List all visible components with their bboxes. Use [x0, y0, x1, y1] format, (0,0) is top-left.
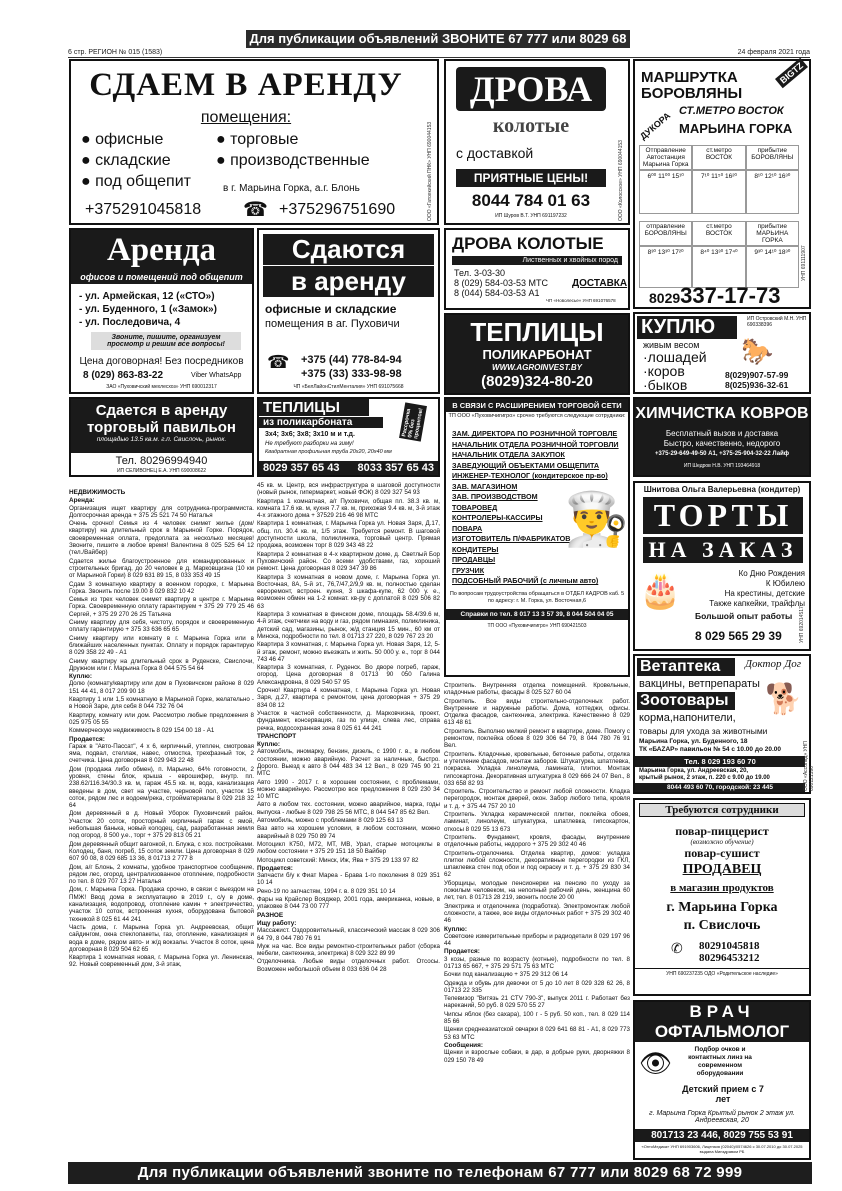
phone-icon: ☎ — [267, 352, 290, 372]
ad-greenhouse2-sizes: 3х4; 3х6; 3х8; 3х10 м и т.д. — [265, 431, 355, 438]
ad-ophthalmologist — [633, 1000, 811, 1160]
schedule-cell: 8³⁰ 13³⁰ 17²⁰ — [639, 246, 692, 288]
ad-pavilion — [69, 397, 254, 477]
classified-item: Строитель. Выполню мелкий ремонт в квартире, доме. Помогу с ремонтом, поклейка обоев 8 029 306 64 79, 8 044 780 76 91 Вел. — [444, 727, 630, 750]
ad-minibus-title1: МАРШРУТКА — [641, 69, 738, 86]
classified-item: Квартиру 1 или 1,5 комнатную в Марьиной Горке, желательно - в Новой Заре, для себя 8 044 732 76 04 — [69, 696, 254, 711]
classified-item: Часть дома, г. Марьина Горка ул. Андреевская, общит сайдингом, окна стеклопакеты, газ, отопление, канализация и вода в доме, рядом авто- и ж/д вокзалы. Участок 8 соток, цена договорная 8 029 504 62 65 — [69, 923, 254, 953]
classified-item: Квартира 1 комнатная, а/г Пуховичи, общая пл. 38.3 кв. м, комната 17.6 кв. м, кухня 7.7 кв. м, прихожая 9.4 кв. м, 3-й этаж 4-х этажного дома + 37529 216 46 98 МТС — [257, 497, 440, 520]
contact-line: 8 (029) 584-03-53 МТС — [454, 278, 549, 288]
ad-vet-sub2: корма,напонители, — [639, 712, 736, 724]
ad-minibus-ribbon: ДУКОРА — [638, 110, 673, 142]
job-item: ПРОДАВЦЫ — [452, 555, 496, 564]
phone-prefix: 8029 — [649, 290, 681, 306]
ad-vet-pharmacy — [633, 654, 815, 794]
address-line: Марьина Горка, ул. Андреевская, 20, — [639, 768, 749, 774]
classified-item: Сдам 3 комнатную квартиру в военном городке, г. Марьина Горка. Звонить после 19.00 8 029 832 10 42 — [69, 580, 254, 595]
ad-firewood-unp: ИП Шуров В.Т. УНП 691197232 — [495, 213, 567, 219]
job-item: ТОВАРОВЕД — [452, 502, 498, 512]
job-item: ИЗГОТОВИТЕЛЬ П/ФАБРИКАТОВ — [452, 534, 571, 543]
classified-item: Долю (комнату/квартиру или дом в Пуховичском районе 8 029 151 44 41, 8 017 209 90 18 — [69, 680, 254, 695]
classified-item: Запчасти б/у к Фиат Мареа - Брава 1-го поколения 8 029 351 10 14 — [257, 872, 440, 887]
ad-hiring-pos3: ПРОДАВЕЦ — [682, 862, 762, 877]
ad-pavilion-unp: ИП СЕЛИВОНЕЦ Е.А. УНП 690008622 — [116, 468, 207, 474]
classified-item: Сниму квартиру для себя, чистоту, порядок и своевременную оплату гарантирую + 375 33 636 65 65 — [69, 619, 254, 634]
classified-item: Строитель. Все виды строительно-отделочных работ. Внутренние и наружные работы. Дома, коттеджи, офисы. Отделка фасадов, сантехника, электрика. Качественно 8 029 613 48 61 — [444, 697, 630, 727]
cake-line: На крестины, детские — [724, 589, 805, 598]
ad-ophth-text: Подбор очков и контактных линз на современном оборудовании — [688, 1046, 752, 1077]
ad-cakes-text — [685, 569, 805, 609]
classified-item: Автомобиль, можно с проблемами 8 029 125 63 13 — [257, 817, 404, 825]
classified-item: Строитель. Укладка керамической плитки, поклейка обоев, ламинат, линолеум, штукатурка, шпатлевка, гипсокартон, откосы 8 029 55 13 673 — [444, 811, 630, 833]
ad-vet-title: Ветаптека — [637, 658, 735, 676]
ad-firewood-title: ДРОВА — [456, 67, 606, 111]
classified-item: Строитель-отделочника. Отделка квартир, домов: укладка плитки любой сложности, декоративные перегородки из ГКЛ, шпаклевка стен под обои и под окраску и т. д. + 375 29 830 34 62 — [444, 849, 630, 879]
classified-item: Квартира 3 комнатная, г. Руденск. Во дворе погреб, гараж, огород. Цена договорная 8 01713 90 050 Галина Александровна, 8 029 540 57 95 — [257, 664, 440, 686]
schedule-header: ст.метро ВОСТОК — [692, 221, 745, 246]
classified-item: Строитель. Фундамент, кровля, фасады, внутренние отделочные работы, недорого + 375 29 302 40 46 — [444, 833, 630, 849]
classified-item: Строитель. Строительство и ремонт любой сложности. Кладка перегородок, монтаж дверей, окон. Забор любого типа, кровля и т. д. + 375 44 757 20 10 — [444, 788, 630, 810]
ad-minibus-title2: БОРОВЛЯНЫ — [641, 85, 743, 102]
ad-sdayutsya — [257, 228, 440, 394]
ad-greenhouse-2 — [257, 397, 440, 477]
ad-sdayutsya-sub1: офисные и складские — [265, 302, 397, 316]
ad-jobs-phones: Справки по тел. 8 017 13 3 57 39, 8 044 504 04 05 — [446, 609, 628, 620]
ad-minibus-corner: BIGTZ — [775, 58, 808, 88]
ad-greenhouse2-title: ТЕПЛИЦЫ — [259, 399, 369, 416]
list-item: торговые — [230, 131, 299, 148]
ad-ophth-addr: г. Марьина Горка Крытый рынок 2 этаж ул. Андреевская, 20 — [649, 1110, 795, 1124]
subsection-heading: Сообщения: — [444, 1041, 483, 1049]
subsection-heading: Аренда: — [69, 497, 95, 505]
classifieds-column-2 — [257, 482, 440, 1160]
phone-number: 337-17-73 — [680, 283, 781, 308]
schedule-cell: 9³⁰ 14¹⁰ 18³⁰ — [746, 246, 799, 288]
header-rule — [68, 57, 810, 58]
ad-jobs-unp: ТП ООО «Пуховичигигро» УНП 690421503 — [487, 623, 587, 629]
classified-item: Квартира 1 комнатная, г. Марьина Горка ул. Новая Заря, Д.17, общ. пл. 30.4 кв. м, 1/5 этаж. Требуется ремонт. В шаговой доступности школа, поликлиника, торговый центр. Прямая продажа, возможен торг 8 029 343 48 22 — [257, 520, 440, 550]
ad-rent-location: в г. Марьина Горка, а.г. Блонь — [223, 183, 360, 194]
classified-item: Квартира 3 комнатная в финском доме, площадь 58.4/39.6 м, 4-й этаж, счетчики на воду и газ, рядом гимназия, поликлиника, детский сад, магазины, рынок, ж/д станция 15 мин., 60 км от Минска, подробности по тел. 8 01713 27 220, 8 029 767 23 20 — [257, 611, 440, 640]
ad-firewood2-sub: Лиственных и хвойных пород — [452, 256, 622, 265]
schedule-header: Отправление Автостанция Марьина Горка — [639, 145, 692, 170]
classified-item: Советские измерительные приборы и радиодетали 8 029 197 96 44 — [444, 932, 630, 948]
ad-minibus — [633, 59, 811, 309]
ad-firewood-sub3: ПРИЯТНЫЕ ЦЕНЫ! — [456, 169, 606, 187]
contact-line: 8 (044) 584-03-53 А1 — [454, 288, 540, 298]
list-item: - ул. Последовича, 4 — [79, 317, 181, 328]
classified-item: 45 кв. м. Центр, вся инфраструктура в шаговой доступности (новый рынок, гипермаркет, новый ФОК) 8 029 327 54 93 — [257, 482, 440, 497]
ad-firewood2-unp: ЧП «Новолесье» УНП 691076578 — [546, 298, 616, 303]
job-item: ГРУЗЧИК — [452, 565, 485, 575]
classifieds-column-3 — [444, 682, 630, 1160]
ad-carpet-sub: Бесплатный вызов и доставка — [665, 429, 779, 438]
ad-vet-title2: Зоотовары — [637, 692, 735, 710]
ad-arenda-note: Звоните, пишите, организуем просмотр и решим все вопросы! — [91, 332, 241, 350]
list-item: офисные — [95, 131, 164, 148]
ad-cakes-header: Шнитова Ольга Валерьевна (кондитер) — [643, 485, 801, 494]
ad-sdayutsya-phone1: +375 (44) 778-84-94 — [301, 354, 402, 366]
classified-item: Квартира 2 комнатная в 4-х квартирном доме, д. Светлый Бор Пуховичский район. Со всеми удобствами, газ, хороший ремонт. Цена договорная 8 029 347 39 86 — [257, 550, 440, 573]
classified-item: Чипсы яблок (без сахара), 100 г - 5 руб. 50 коп., тел. 8 029 114 85 66 — [444, 1010, 630, 1026]
section-heading: РАЗНОЕ — [257, 911, 284, 919]
list-item: - ул. Буденного, 1 («Замок») — [79, 304, 217, 315]
section-heading: НЕДВИЖИМОСТЬ — [69, 489, 126, 496]
job-item: НАЧАЛЬНИК ОТДЕЛА РОЗНИЧНОЙ ТОРГОВЛИ — [452, 439, 619, 449]
classified-item: Уборщицы, молодые пенсионерки на пенсию по уходу за пожилым человеком, на неполный рабочий день, женщина 60 лет, тел. 8 01713 28 219, звонить после 20 00 — [444, 879, 630, 902]
phone-line: 8(029)907-57-99 — [725, 370, 789, 380]
list-item: - ул. Армейская, 12 («СТО») — [79, 291, 215, 302]
classified-item: Щенки среднеазиатской овчарки 8 029 641 68 81 - А1, 8 029 773 53 63 МТС — [444, 1026, 630, 1041]
ad-hiring-pos1note: (возможно обучение) — [690, 838, 754, 846]
ad-jobs-contact: По вопросам трудоустройства обращаться в ОТДЕЛ КАДРОВ каб. 5 по адресу: г. М. Горка, ул. Восточная,6 — [449, 591, 625, 604]
schedule-header: прибытие БОРОВЛЯНЫ — [746, 145, 799, 170]
classified-item: Строитель. Внутренняя отделка помещений. Кровельные, кладочные работы, фасады 8 025 527 60 04 — [444, 682, 630, 697]
classified-item: Дом деревянный в д. Новый Уборок Пуховичский район. Участок 20 соток, просторный кирпичный гараж с ямой, небольшая банька, новый колодец, сад, разработанная земля под огород. 8 500 у.е., торг + 375 29 813 05 21 — [69, 810, 254, 840]
ad-jobs-header: В СВЯЗИ С РАСШИРЕНИЕМ ТОРГОВОЙ СЕТИ — [446, 399, 628, 412]
classified-item: Отделочника. Любые виды отделочных работ. Отсосы. Возможен небольшой объем 8 033 636 04 28 — [257, 958, 440, 973]
ad-firewood-sub1: колотые — [492, 115, 570, 137]
ad-greenhouse — [444, 313, 630, 395]
job-item: ПОВАРА — [452, 523, 483, 533]
classified-item: Коммерческую недвижимость 8 029 154 00 18 - А1 — [69, 727, 215, 735]
ad-carpet-cleaning — [633, 397, 811, 477]
job-item: НАЧАЛЬНИК ОТДЕЛА ЗАКУПОК — [452, 450, 565, 459]
ad-arenda-phone: 8 (029) 863-83-22 — [83, 370, 164, 381]
ad-greenhouse2-sub: из поликарбоната — [259, 417, 383, 428]
ad-rent-subtitle: помещения: — [200, 109, 292, 126]
cake-line: Ко Дню Рождения — [738, 569, 805, 578]
ad-arenda — [69, 228, 254, 394]
classified-item: Квартира 3 комнатная, г. Марьина Горка ул. Новая Заря, 12, 5-й этаж, ремонт, можно въезжать и жить. 50 000 у. е., торг 8 044 743 46 47 — [257, 641, 440, 663]
classified-item: Дом, г. Марьина Горка. Продажа срочно, в связи с выездом на ПМЖ! Ввод дома в эксплуатацию в 2019 г., с/у в доме, канализация, водопровод, отопление камин + электричество, участок 10 соток, встроенная кухня, оборудована бытовой техникой 8 025 61 44 241 — [69, 886, 254, 923]
classified-item: Ваз авто на хорошем условии, в любом состоянии, можно аварийный 8 029 750 89 74 — [257, 825, 440, 840]
ad-firewood-phone: 8044 784 01 63 — [471, 191, 591, 210]
job-item: КОНТРОЛЕРЫ-КАССИРЫ — [452, 513, 543, 522]
classified-item: Массажист. Оздоровительный, классический массаж 8 029 306 64 79, 8 044 780 76 91 — [257, 927, 440, 942]
phone-line: 80296453212 — [699, 952, 760, 964]
ad-hiring-unp: УНП 690237235 ОДО «Родительское наследие» — [635, 968, 809, 977]
ad-hiring — [633, 798, 811, 996]
classified-item: Электрика и отделочника (подработка). Электромонтаж любой сложности, а также, все виды отделочных работ + 375 29 302 40 46 — [444, 902, 630, 925]
ad-ophth-kids: Детский прием с 7 лет — [682, 1084, 764, 1104]
ad-greenhouse2-note2: Квадратная профильная труба 20х20, 20х40 мм — [265, 449, 392, 455]
phone-line: 8033 357 65 43 — [357, 462, 434, 474]
classified-item: Бочки под канализацию + 375 29 312 06 14 — [444, 971, 568, 979]
classified-item: Квартира 1 комнатная новая, г. Марьина Горка ул. Ленинская, 92. Новый современный дом, 3-й этаж, — [69, 954, 254, 969]
list-item: коров — [647, 363, 685, 379]
ad-cakes-choice: Большой опыт работы — [695, 611, 793, 621]
classified-item: Муж на час. Все виды ремонтно-строительных работ (сборка мебели, сантехника, электрика) 8 029 322 89 99 — [257, 942, 440, 958]
classified-item: Рено-19 по запчастям, 1994 г. в. 8 029 351 10 14 — [257, 887, 396, 895]
ad-hiring-pos3note: в магазин продуктов — [670, 882, 774, 894]
schedule-cell: 6⁰⁰ 11⁰⁰ 15¹⁰ — [639, 170, 692, 214]
ad-sdayutsya-phone2: +375 (33) 333-98-98 — [301, 368, 402, 380]
ad-hiring-city2: п. Свислочь — [683, 918, 761, 933]
classifieds-column-1 — [69, 488, 254, 1160]
classified-item: Семья из трех человек снимет квартиру в центре г. Марьина Горка. Своевременную оплату гарантируем + 375 29 779 25 46 Сергей, + 375 29 270 26 25 Татьяна — [69, 596, 254, 618]
ad-minibus-side: УНП 691111907 — [801, 245, 807, 281]
subsection-heading: Куплю: — [69, 673, 92, 681]
ad-vet-addresses-2 — [639, 768, 770, 782]
ad-pavilion-header — [71, 399, 252, 453]
job-item: ИНЖЕНЕР-ТЕХНОЛОГ (кондитерское пр-во) — [452, 471, 608, 480]
list-item: производственные — [230, 152, 370, 169]
address-line: крытый рынок, 2 этаж, п. 220 с 9.00 до 19.00 — [639, 775, 770, 781]
phone-line: 8(025)936-32-61 — [725, 380, 789, 390]
ad-rent-title: СДАЕМ В АРЕНДУ — [89, 67, 403, 103]
classified-item: 3 козы, разные по возрасту (котные), подробности по тел. 8 01713 65 667, + 375 29 571 75 63 МТС — [444, 955, 630, 970]
classified-item: Очень срочно! Семья из 4 человек снимет жилье (дом/квартиру) на длительный срок в Марьиной Горке. Порядок, своевременная оплата, предоплата за несколько месяцев! Звоните, пишите в любое время! Валентина 8 025 525 64 12 (тел./Вайбер) — [69, 520, 254, 557]
ad-jobs — [444, 397, 630, 677]
ad-ophth-unp: «ОптоМедика» УНП 691903606, Лицензия (02040)/0574626 с 30.07.2010 до 30.07.2025 выдана Минздравом РБ — [641, 1144, 803, 1154]
ad-hiring-pos2: повар-сушист — [684, 846, 760, 860]
ad-buy-list: ·лошадей ·коров ·быков — [643, 349, 707, 393]
ad-greenhouse-site: WWW.AGROINVEST.BY — [492, 363, 582, 372]
ad-arenda-viber: Viber WhatsApp — [191, 372, 242, 379]
issue-date: 24 февраля 2021 года — [737, 49, 810, 56]
ad-minibus-gorka: МАРЬИНА ГОРКА — [679, 121, 793, 136]
classified-item: Мотоцикл советский: Минск, Иж, Ява + 375 29 133 97 82 — [257, 856, 419, 864]
ad-minibus-phone — [649, 283, 780, 309]
cake-line: Также капкейки, трайфлы — [709, 599, 805, 608]
ad-arenda-price: Цена договорная! Без посредников — [79, 356, 244, 367]
page-header — [68, 49, 810, 56]
ad-buy-livestock — [633, 312, 811, 394]
ad-greenhouse-title: ТЕПЛИЦЫ — [470, 317, 604, 347]
classified-item: Авто в любом тех. состоянии, можно аварийное, марка, годы выпуска - любые 8 029 798 25 56 МТС, 8 044 547 85 62 Вел. — [257, 801, 440, 816]
classified-item: Сдается жилье благоустроенное для командированных и строительных бригад, до 20 человек в д. Марковщизна (10 км от Марьиной Горки) 8 029 631 89 15, 8 033 353 49 15 — [69, 557, 254, 580]
job-item: ПОДСОБНЫЙ РАБОЧИЙ (с личным авто) — [452, 576, 599, 585]
job-item: КОНДИТЕРЫ — [452, 544, 499, 554]
list-item: складские — [95, 152, 171, 169]
job-item: ЗАВЕДУЮЩИЙ ОБЪЕКТАМИ ОБЩЕПИТА — [452, 460, 600, 470]
ad-carpet-phones: +375-29-649-49-50 А1, +375-25-904-32-22 Лайф — [654, 451, 790, 457]
classified-item: Гараж в "Авто-Пассат", 4 х 6, кирпичный, утеплен, смотровая яма, подвал, стеллаж, навес, отмостка, трехфазный ток, 2 счетчика. Цена договорная 8 029 943 22 48 — [69, 742, 254, 765]
ad-cakes-title1: ТОРТЫ — [643, 497, 803, 534]
schedule-cell: 7¹⁰ 11⁵⁰ 16²⁰ — [692, 170, 745, 214]
ad-minibus-schedule-1 — [639, 145, 799, 214]
classified-item: Организация ищет квартиру для сотрудника-программиста. Долгосрочная аренда + 375 25 521 74 50 Наталья — [69, 504, 254, 519]
eye-icon: 👁 — [639, 1048, 673, 1078]
subsection-heading: Ищу работу: — [257, 919, 297, 927]
ad-rent-phone2: +375296751690 — [279, 201, 396, 218]
ad-firewood-side: ООО «Колосское» УНП 690044153 — [618, 140, 624, 221]
job-item: ЗАВ. ПРОИЗВОДСТВОМ — [452, 492, 538, 501]
ad-vet-tel2: 8044 493 60 70, городской: 23 445 — [635, 783, 805, 792]
ad-hiring-phones — [699, 940, 760, 964]
contact-line: Тел. 3-03-30 — [454, 268, 505, 278]
ad-pavilion-phone: Тел. 80296994940 — [115, 455, 208, 467]
classified-item: Автомобиль, иномарку, бензин, дизель, с 1990 г. в., в любом состоянии, можно аварийную. Расчет за наличные, быстро. Дорого. Выезд к авто 8 044 483 34 12 Вел., 8 029 745 90 21 МТС — [257, 748, 440, 778]
subsection-heading: Продается: — [69, 735, 105, 743]
ad-cakes-unp: УНП 692014517 — [799, 606, 805, 643]
phone-icon: ✆ — [671, 940, 683, 956]
address-line: Марьина Горка, ул. Буденного, 18 — [639, 738, 748, 745]
subsection-heading: Продается: — [257, 864, 293, 872]
ad-carpet-title: ХИМЧИСТКА КОВРОВ — [635, 405, 809, 422]
subsection-heading: Продается: — [444, 948, 480, 956]
list-item: под общепит — [95, 173, 191, 190]
ad-buy-sub: живым весом — [643, 340, 700, 350]
classified-item: Сниму квартиру или комнату в г. Марьина Горка или в ближайших населенных пунктах. Оплату и порядок гарантирую 8 029 358 22 49 - А1 — [69, 634, 254, 657]
schedule-header: прибытие МАРЬИНА ГОРКА — [746, 221, 799, 246]
issue-info: 6 стр. РЕГИОН № 015 (1583) — [68, 49, 163, 56]
ad-greenhouse-sub: ПОЛИКАРБОНАТ — [482, 347, 592, 362]
list-item: быков — [647, 377, 688, 393]
ad-hiring-title: Требуются сотрудники — [639, 803, 805, 817]
ad-greenhouse2-badge: Рассрочка 0% без процентов! — [399, 402, 427, 441]
ad-vet-sub3: товары для ухода за животными — [639, 726, 768, 736]
ad-ophth-title1: ВРАЧ — [635, 1002, 809, 1022]
job-item: ЗАМ. ДИРЕКТОРА ПО РОЗНИЧНОЙ ТОРГОВЛЕ — [452, 429, 618, 438]
classified-item: Телевизор "Витязь 21 CTV 790-3", выпуск 2011 г. Работает без нареканий, 50 руб. 8 029 570 55 27 — [444, 995, 630, 1010]
ad-pavilion-title1: Сдается в аренду — [95, 402, 228, 419]
ad-minibus-schedule-2 — [639, 221, 799, 288]
classified-item: Мотоцикл К750, М72, МТ, МВ, Урал, старые мотоциклы в любом состоянии + 375 29 151 18 50 Вайбер — [257, 840, 440, 856]
phone-icon: ☎ — [243, 199, 268, 221]
ad-buy-title: КУПЛЮ — [637, 316, 737, 339]
classified-item: Сниму квартиру на длительный срок в Руденске, Свислочи, Дружном или г. Марьина Горка 8 044 575 54 64 — [69, 657, 254, 672]
phone-line: 8029 357 65 43 — [263, 462, 340, 474]
subsection-heading: Куплю: — [257, 741, 280, 749]
address-line: ТК «БАZAР» павильон № 54 с 10.00 до 20.00 — [639, 746, 782, 753]
job-item: ЗАВ. МАГАЗИНОМ — [452, 481, 518, 491]
ad-vet-sub: вакцины, ветпрепараты — [639, 678, 760, 690]
ad-jobs-intro: ТП ООО «Пуховичигигро» срочно требуются следующие сотрудники: — [448, 413, 626, 419]
phone-line: 80291045818 — [699, 940, 760, 952]
classified-item: Дом (продажа либо обмен), п. Марьино, 64% готовности, 2 уровня, стены блок, крыша - еврошифер, внутр. пл. 238.62/116.34/30.3 кв. м, гараж 45.5 кв. м, вода, канализация введены в дом, свет на участке, черновой пол, участок 15 соток, рядом лес и водоем/река, стройматериалы 8 029 218 32 64 — [69, 765, 254, 810]
ad-ophth-title2: ОФТАЛЬМОЛОГ — [635, 1022, 809, 1042]
ad-cakes — [633, 481, 811, 651]
ad-arenda-title: Аренда — [71, 230, 252, 270]
ad-firewood-sub2: с доставкой — [456, 145, 534, 161]
schedule-cell: 8¹⁰ 12¹⁰ 16³⁰ — [746, 170, 799, 214]
dog-icon: 🐕 — [765, 683, 803, 716]
schedule-cell: 8⁴⁰ 13³⁰ 17⁴⁰ — [692, 246, 745, 288]
ad-rent-list-left: ● офисные ● складские ● под общепит — [81, 131, 191, 190]
section-heading: ТРАНСПОРТ — [257, 732, 297, 740]
ad-hiring-city1: г. Марьина Горка — [666, 900, 778, 915]
ad-rent-premises — [69, 59, 439, 225]
ad-firewood2-title: ДРОВА КОЛОТЫЕ — [452, 234, 604, 253]
list-item: лошадей — [647, 349, 707, 365]
ad-sdayutsya-title1: Сдаются — [263, 234, 434, 265]
ad-carpet-sub2: Быстро, качественно, недорого — [663, 439, 781, 448]
schedule-header: ст.метро ВОСТОК — [692, 145, 745, 170]
ad-cakes-phone: 8 029 565 29 39 — [695, 629, 782, 643]
ad-sdayutsya-sub2: помещения в аг. Пуховичи — [265, 318, 400, 330]
ad-rent-side: ООО «Гатовкийский ПНК» УНП 690044153 — [427, 121, 433, 221]
ad-pavilion-title2: торговый павильон — [87, 419, 236, 436]
ad-vet-side: ООО «Ассольд» УНП 690121590 — [803, 741, 815, 791]
classified-item: Квартиру, комнату или дом. Рассмотрю любые предложения 8 025 975 05 55 — [69, 711, 254, 726]
ad-ophth-phone: 801713 23 446, 8029 755 53 91 — [635, 1129, 809, 1142]
ad-cakes-title2: НА ЗАКАЗ — [643, 537, 803, 563]
ad-vet-tel1: Тел. 8 029 193 60 70 — [635, 756, 805, 767]
cake-icon: 🎂 — [639, 572, 682, 610]
subsection-heading: Куплю: — [444, 925, 467, 933]
ad-arenda-unp: ЗАО «Пуховичский мехлесхоз» УНП 690012317 — [106, 384, 217, 390]
classified-item: Одежда и обувь для девочки от 5 до 10 лет 8 029 328 62 26, 8 01713 22 335 — [444, 979, 630, 994]
ad-pavilion-desc: площадью 13.5 кв.м. г.п. Свислочь, рынок. — [96, 436, 227, 443]
ad-firewood-2 — [444, 228, 630, 310]
ad-greenhouse-phone: (8029)324-80-20 — [481, 373, 593, 390]
ad-rent-list-right: ● торговые ● производственные — [216, 131, 370, 169]
classified-item: Дом деревянный общит вагонкой, п. Блужа, с хоз. постройками. Колодец, баня, погреб, 15 соток земли. Цена договорная 8 029 607 90 08, 8 029 685 13 36, 8 01713 2 777 8 — [69, 840, 254, 863]
top-banner: Для публикации объявлений ЗВОНИТЕ 67 777 или 8029 68 — [246, 30, 630, 48]
horse-icon: 🐎 — [741, 336, 774, 366]
ad-buy-unp: ИП Островский М.Н. УНП 690338396 — [747, 316, 807, 328]
cake-line: К Юбилею — [765, 579, 805, 588]
classified-item: Щенки и взрослые собаки, в дар, в добрые руки, дворняжки 8 029 150 78 49 — [444, 1049, 630, 1064]
ad-minibus-metro: СТ.МЕТРО ВОСТОК — [679, 105, 784, 117]
ad-firewood2-contacts — [454, 268, 548, 298]
ad-greenhouse2-note1: Не требуют разборки на зиму! — [265, 441, 354, 447]
ad-hiring-pos1: повар-пиццерист — [675, 824, 769, 838]
classified-item: Строитель. Кладочные, кровельные, бетонные работы, отделка и утепление фасадов, монтаж заборов. Штукатурка, шпатлевка, покраска. Укладка линолеума, ламината, плитки. Монтаж гипсокартона. Декоративная штукатурка 8 029 666 24 07 Вел., 8 033 658 82 93 — [444, 750, 630, 787]
ad-greenhouse2-phones — [259, 461, 438, 475]
classified-item: Квартира 3 комнатная в новом доме, г. Марьина Горка ул. Восточная, 8А, 5-й эт., 76,7/47,2/9,9 кв. м, полностью сделан евроремонт, встроен. кухня, 3 шкафа-купе, 62 000 у. е., возможен обмен на 1-2 комнат. кв-ру с доплатой 8 029 506 82 63 — [257, 573, 440, 610]
ad-firewood2-delivery: ДОСТАВКА — [572, 278, 628, 289]
chef-icon: 👨‍🍳 — [564, 491, 629, 549]
ad-vet-addresses — [639, 738, 781, 754]
classified-item: Авто 1990 - 2017 г. в хорошем состоянии, с проблемами, можно аварийную. Рассмотрю все предложения 8 029 230 34 10 МТС — [257, 778, 440, 801]
ad-firewood — [444, 59, 630, 225]
classified-item: Фары на Крайслер Вояджер, 2001 года, американка, новые, в упаковке 8 044 73 00 777 — [257, 896, 440, 911]
ad-carpet-unp: ИП Шедров Н.В. УНП 193464918 — [683, 463, 761, 469]
ad-arenda-list — [79, 290, 217, 329]
ad-sdayutsya-unp: ЧП «БелЛайонСтилМенталия» УНП 691075668 — [293, 384, 404, 390]
ad-sdayutsya-title2: в аренду — [263, 266, 434, 297]
ad-rent-phone1: +375291045818 — [85, 201, 202, 218]
ad-arenda-sub: офисов и помещений под общепит — [71, 270, 252, 284]
schedule-header: отправление БОРОВЛЯНЫ — [639, 221, 692, 246]
classified-item: Дом, а/г Блонь, 2 комнаты, удобное транспортное сообщение, рядом лес, огород, централизованное отопление, подробности по тел. 8 029 707 13 27 Наталья — [69, 863, 254, 886]
classified-item: Срочно! Квартира 4 комнатная, г. Марьина Горка ул. Новая Заря, д.27, квартира с ремонтом, цена договорная + 375 29 834 08 12 — [257, 687, 440, 709]
bottom-banner: Для публикации объявлений звоните по телефонам 67 777 или 8029 68 72 999 — [68, 1162, 812, 1184]
ad-buy-phones — [725, 370, 788, 390]
ad-vet-logo: Доктор Дог — [745, 658, 801, 670]
classified-item: Участок в частной собственности, д. Марковчизна, проект, фундамент, консервация, газ по улице, слева лес, справа речка, водосохранная зона 8 025 61 44 241 — [257, 709, 440, 732]
